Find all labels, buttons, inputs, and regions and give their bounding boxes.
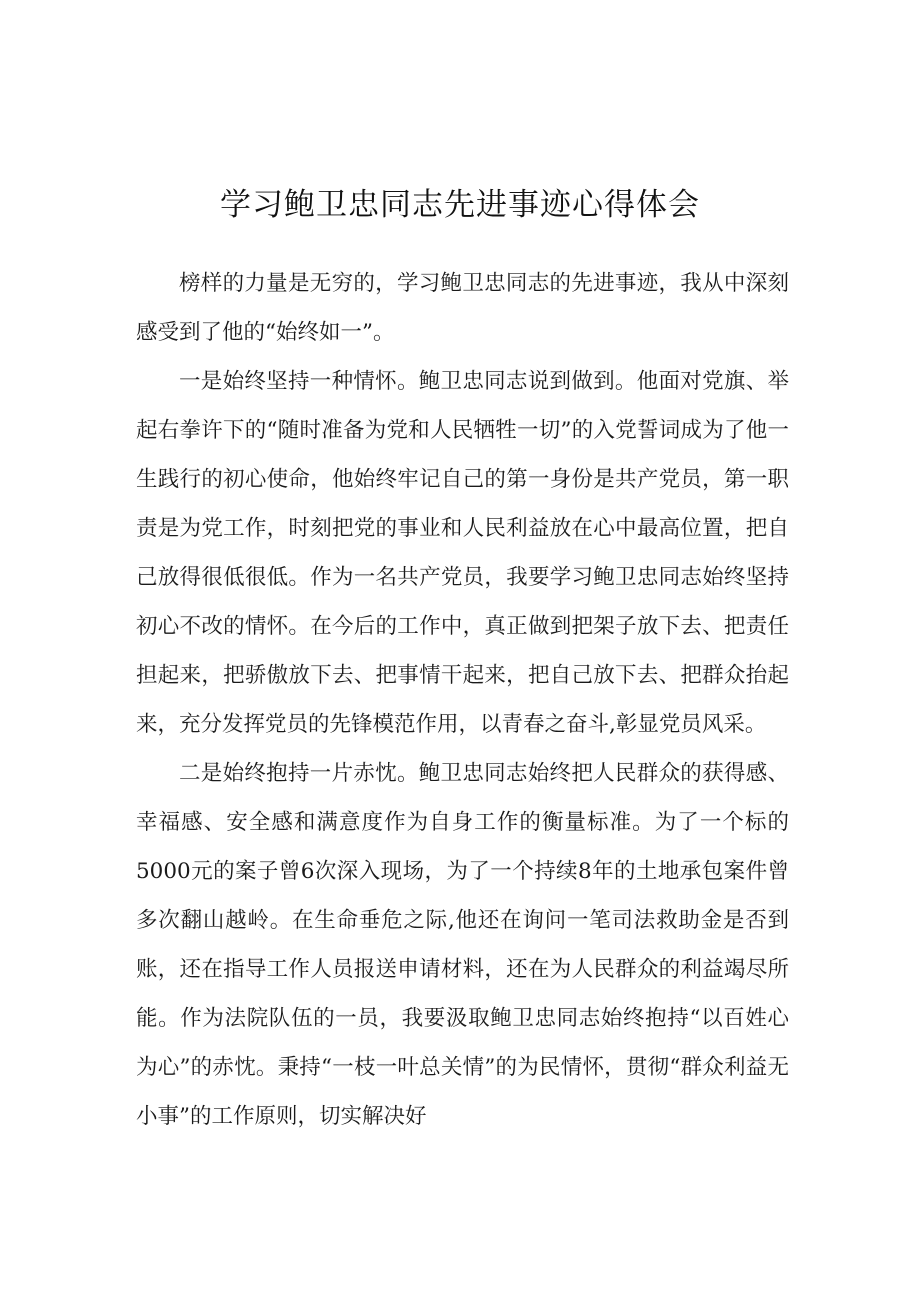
paragraph-intro: 榜样的力量是无穷的，学习鲍卫忠同志的先进事迹，我从中深刻感受到了他的“始终如一”。 bbox=[136, 271, 789, 345]
paragraph-point-two: 二是始终抱持一片赤忱。鲍卫忠同志始终把人民群众的获得感、幸福感、安全感和满意度作为自身工作的衡量标准。为了一个标的5000元的案子曾6次深入现场，为了一个持续8年的土地承包案件曾多次翻山越岭。在生命垂危之际,他还在询问一笔司法救助金是否到账，还在指导工作人员报送申请材料，还在为人民群众的利益竭尽所能。作为法院队伍的一员，我要汲取鲍卫忠同志始终抱持“以百姓心为心”的赤忱。秉持“一枝一叶总关情”的为民情怀，贯彻“群众利益无小事”的工作原则，切实解决好 bbox=[136, 761, 789, 1129]
document-title: 学习鲍卫忠同志先进事迹心得体会 bbox=[220, 186, 700, 223]
document-body bbox=[136, 259, 789, 1141]
paragraph-point-one: 一是始终坚持一种情怀。鲍卫忠同志说到做到。他面对党旗、举起右拳许下的“随时准备为党和人民牺牲一切”的入党誓词成为了他一生践行的初心使命，他始终牢记自己的第一身份是共产党员，第一职责是为党工作，时刻把党的事业和人民利益放在心中最高位置，把自己放得很低很低。作为一名共产党员，我要学习鲍卫忠同志始终坚持初心不改的情怀。在今后的工作中，真正做到把架子放下去、把责任担起来，把骄傲放下去、把事情干起来，把自己放下去、把群众抬起来，充分发挥党员的先锋模范作用，以青春之奋斗,彰显党员风采。 bbox=[136, 369, 789, 737]
